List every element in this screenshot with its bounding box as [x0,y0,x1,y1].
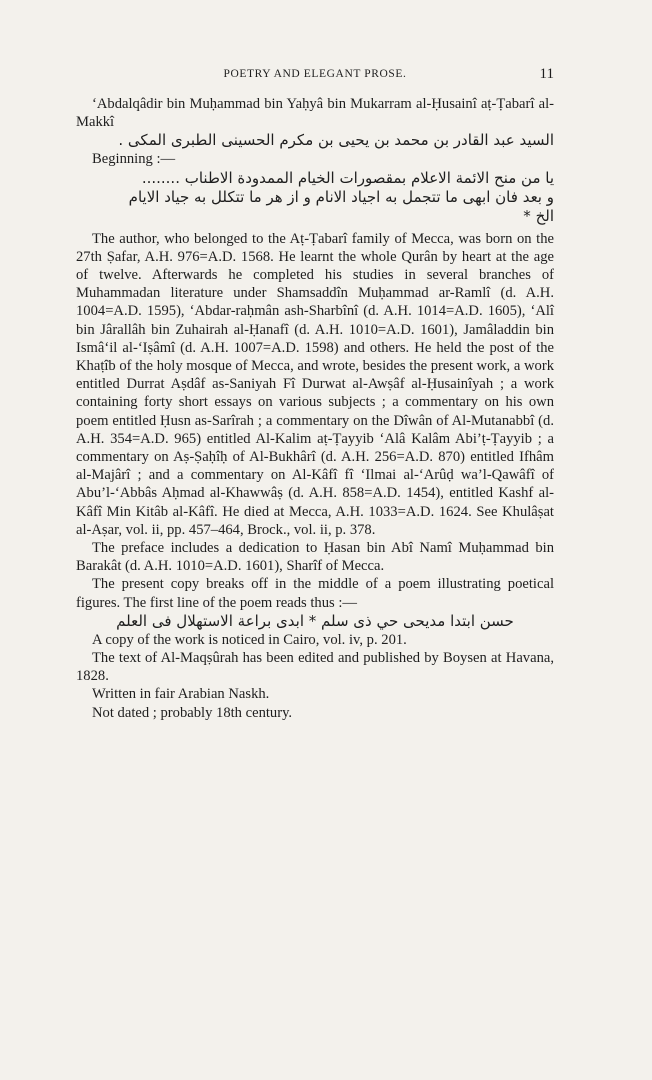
page-number: 11 [539,66,554,82]
beginning-label: Beginning :— [92,151,176,168]
date-note: Not dated ; probably 18th century. [92,704,293,721]
edition-note: The text of Al-Maqṣûrah has been edited and published by Boysen at Havana, 1828. [76,650,554,685]
preface-note: The preface includes a dedication to Ḥasan bin Abî Namî Muḥammad bin Barakât (d. A.H. 1010=A.D. 1601), Sharîf of Mecca. [76,540,554,575]
copy-note: The present copy breaks off in the middle of a poem illustrating poetical figures. The first line of the poem reads thus :— [76,576,554,611]
beginning-arabic-line-3: الخ * [523,206,554,225]
beginning-arabic-line-2: و بعد فان ابهى ما تتجمل به اجياد الانام و از هر ما تتكلل به جياد الايام [128,187,554,206]
poem-first-line-arabic: حسن ابتدا مديحى حي ذى سلم * ابدى براعة الاستهلال فى العلم [116,611,514,630]
author-name-arabic: السيد عبد القادر بن محمد بن يحيى بن مكرم الحسينى الطبرى المكى . [118,131,554,150]
beginning-arabic-line-1: يا من منح الائمة الاعلام بمقصورات الخيام الممدودة الاطناب ........ [141,168,554,187]
script-note: Written in fair Arabian Naskh. [92,686,270,703]
running-title: POETRY AND ELEGANT PROSE. [223,68,407,80]
author-name-latin: ‘Abdalqâdir bin Muḥammad bin Yaḥyâ bin Mukarram al-Ḥusainî aṭ-Ṭabarî al-Makkî [76,96,554,131]
author-biography: The author, who belonged to the Aṭ-Ṭabarî family of Mecca, was born on the 27th Ṣafar, A.H. 976=A.D. 1568. He learnt the whole Qurân by heart at the age of twelve. Afterwards he completed his studies in several branches of Muhammadan literature under Shamsaddîn Muḥammad ar-Ramlî (d. A.H. 1004=A.D. 1595), ‘Abdar-raḥmân ash-Sharbînî (d. A.H. 1014=A.D. 1605), ‘Alî bin Jârallâh bin Zuhairah al-Ḥanafî (d. A.H. 1010=A.D. 1601), Jamâladdin bin Ismâ‘il al-‘Iṣâmî (d. A.H. 1007=A.D. 1598) and others. He held the post of the Khaṭîb of the holy mosque of Mecca, and wrote, besides the present work, a work entitled Durrat Aṣdâf as-Saniyah Fî Durwat al-Awṣâf al-Ḥusainîyah ; a work containing forty short essays on various subjects ; a commentary on his own poem entitled Ḥusn as-Sarîrah ; a commentary on the Dîwân of Al-Mutanabbî (d. A.H. 354=A.D. 965) entitled Al-Kalim aṭ-Ṭayyib ‘Alâ Kalâm Abi’ṭ-Ṭayyib ; a commentary on Aṣ-Ṣaḥîḥ of Al-Bukhârî (d. A.H. 256=A.D. 870) entitled Ifhâm al-Majârî ; and a commentary on Al-Kâfî fî ‘Ilmai al-‘Arûḍ wa’l-Qawâfî of Abu’l-‘Abbâs Aḥmad al-Khawwâṣ (d. A.H. 858=A.D. 1454), entitled Kashf al-Kâfî Min Kitâb al-Kâfî. He died at Mecca, A.H. 1033=A.D. 1624. See Khulâṣat al-Aṣar, vol. ii, pp. 457–464, Brock., vol. ii, p. 378. [76,230,554,538]
cairo-note: A copy of the work is noticed in Cairo, vol. iv, p. 201. [92,631,407,648]
page-body [76,95,554,722]
